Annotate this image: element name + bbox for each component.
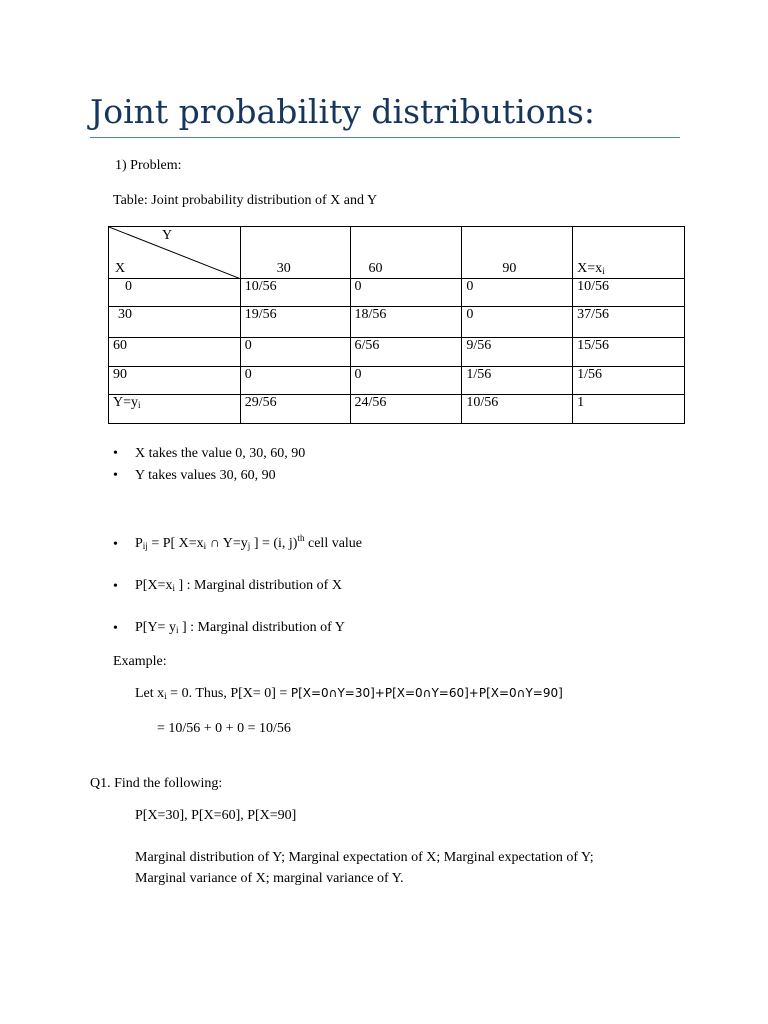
table-row [109, 279, 685, 307]
row-label: 90 [109, 366, 241, 394]
joint-probability-table [108, 226, 685, 424]
table-cell: 0 [350, 366, 462, 394]
col-header: 90 [462, 227, 573, 279]
row-label: 0 [109, 279, 241, 307]
example-label: Example: [113, 654, 167, 669]
table-cell: 9/56 [462, 337, 573, 366]
page-title: Joint probability distributions: [90, 92, 595, 131]
table-corner-cell [109, 227, 241, 279]
table-cell: 29/56 [240, 394, 350, 423]
py-definition: $P[Y= y_i$ ] : Marginal distribution of Y [135, 620, 345, 635]
table-cell: 0 [240, 366, 350, 394]
table-row [109, 394, 685, 423]
title-underline [90, 137, 680, 138]
col-header: 60 [350, 227, 462, 279]
table-cell: 1/56 [462, 366, 573, 394]
table-cell: 1 [573, 394, 685, 423]
diagonal-divider [109, 227, 241, 279]
table-cell: 24/56 [350, 394, 462, 423]
question-line: P[X=30], P[X=60], P[X=90] [135, 808, 297, 823]
marginal-x-header: $X=x_i$ [573, 227, 685, 279]
col-header: 30 [240, 227, 350, 279]
table-cell: 6/56 [350, 337, 462, 366]
bullet-text: X takes the value 0, 30, 60, 90 [135, 446, 306, 461]
table-row [109, 366, 685, 394]
question-line: Marginal distribution of Y; Marginal expectation of X; Marginal expectation of Y; [135, 850, 594, 865]
row-label: 60 [109, 337, 241, 366]
table-cell: 10/56 [462, 394, 573, 423]
table-cell: 1/56 [573, 366, 685, 394]
example-line-2: = 10/56 + 0 + 0 = 10/56 [157, 721, 291, 736]
bullet-icon: • [113, 446, 118, 461]
bullet-icon: • [113, 579, 118, 594]
marginal-y-label: $Y=y_i$ [109, 394, 241, 423]
table-cell: 18/56 [350, 307, 462, 337]
table-cell: 10/56 [240, 279, 350, 307]
px-definition: $P[X=x_i$ ] : Marginal distribution of X [135, 578, 342, 593]
table-cell: 0 [350, 279, 462, 307]
table-caption: Table: Joint probability distribution of X and Y [113, 193, 378, 208]
corner-y-label: Y [162, 228, 173, 243]
example-line-1: Let $x_i = 0$. Thus, P[X= 0] = P[X=0∩Y=30]+P[X=0∩Y=60]+P[X=0∩Y=90] [135, 686, 563, 701]
corner-x-label: X [115, 261, 126, 277]
problem-label: 1) Problem: [115, 158, 182, 173]
bullet-text: Y takes values 30, 60, 90 [135, 468, 276, 483]
table-row [109, 307, 685, 337]
table-cell: 37/56 [573, 307, 685, 337]
table-cell: 0 [240, 337, 350, 366]
row-label: 30 [109, 307, 241, 337]
bullet-icon: • [113, 468, 118, 483]
table-header-row [109, 227, 685, 279]
table-row [109, 337, 685, 366]
bullet-icon: • [113, 621, 118, 636]
table-cell: 0 [462, 307, 573, 337]
pij-definition: $P_{ij} = P$[ $X=x_i$ ∩ $Y=y_j$ ] = (i, j)$^{th}$ cell value [135, 533, 363, 551]
bullet-icon: • [113, 537, 118, 552]
table-cell: 19/56 [240, 307, 350, 337]
question-line: Marginal variance of X; marginal variance of Y. [135, 871, 404, 886]
table-cell: 15/56 [573, 337, 685, 366]
question-label: Q1. Find the following: [90, 776, 223, 791]
table-cell: 0 [462, 279, 573, 307]
table-cell: 10/56 [573, 279, 685, 307]
